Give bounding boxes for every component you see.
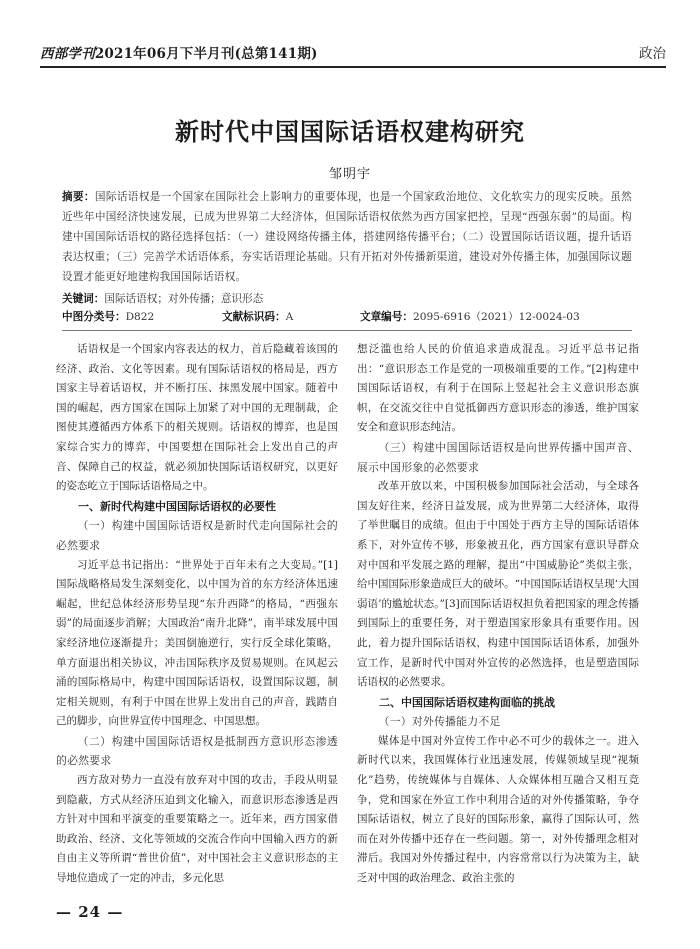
section-label: 政治 <box>639 46 666 62</box>
body-paragraph: 话语权是一个国家内容表达的权力，首后隐藏着该国的经济、政治、文化等因素。现有国际话语权的格局是，西方国家主导着话语权，并不断打压、抹黑发展中国家。随着中国的崛起，西方国家在国际上加紧了对中国的无理制裁，企图使其遵循西方体系下的相关规则。话语权的博弈，也是国家综合实力的博弈，中国要想在国际社会上发出自己的声音、保障自己的权益，就必须加快国际话语权研究，以更好的姿态屹立于国际话语格局之中。 <box>56 343 338 493</box>
page-number: — 24 — <box>56 903 124 921</box>
running-header <box>40 42 666 64</box>
section-heading: 二、中国国际话语权建构面临的挑战 <box>379 695 555 709</box>
keywords-label: 关键词： <box>62 293 105 305</box>
doc-code-value: A <box>285 311 294 323</box>
header-rule <box>40 66 666 68</box>
issue-info: 2021年06月下半月刊(总第141期) <box>94 46 318 62</box>
section-heading: 一、新时代构建中国国际话语权的必要性 <box>78 499 276 513</box>
journal-masthead: 西部学刊 <box>40 46 95 62</box>
clc-label: 中图分类号： <box>62 311 126 323</box>
abstract-text: 国际话语权是一个国家在国际社会上影响力的重要体现，也是一个国家政治地位、文化软实力的现实反映。虽然近些年中国经济快速发展，已成为世界第二大经济体，但国际话语权依然为西方国家把控，呈现“西强东弱”的局面。构建中国国际话语权的路径选择包括：（一）建设网络传播主体，搭建网络传播平台；（二）设置国际话语议题，提升话语表达权重；（三）完善学术话语体系，夯实话语理论基础。只有开拓对外传播新渠道，建设对外传播主体，加强国际议题设置才能更好地建构我国国际话语权。 <box>62 191 633 283</box>
subsection-heading: （一）构建中国国际话语权是新时代走向国际社会的必然要求 <box>56 519 338 552</box>
article-meta <box>62 309 632 327</box>
body-paragraph: 西方敌对势力一直没有放弃对中国的攻击，手段从明显到隐蔽，方式从经济压迫到文化输入，而意识形态渗透是西方针对中国和平演变的重要策略之一。近年来，西方国家借助政治、经济、文化等领域的交流合作向中国输入西方的新自由主义等所谓“普世价值”，对中国社会主义意识形态的主导地位造成了一定的冲击，多元化思 <box>56 774 338 885</box>
article-number-value: 2095-6916（2021）12-0024-03 <box>412 311 580 323</box>
body-paragraph: 习近平总书记指出：“世界处于百年未有之大变局。”[1]国际战略格局发生深刻变化，以中国为首的东方经济体迅速崛起，世纪总体经济形势呈现“东升西降”的格局，“西强东弱”的局面逐步消解；大国政治“南升北降”，南半球发展中国家经济地位逐渐提升；美国倒施逆行，实行反全球化策略，单方面退出相关协议，冲击国际秩序及贸易规则。在风起云涌的国际格局中，构建中国国际话语权，设置国际议题，制定相关规则，有利于中国在世界上发出自己的声音，践踏自己的脚步，向世界宣传中国理念、中国思想。 <box>56 558 338 728</box>
body-paragraph: 想泛滥也给人民的价值追求造成混乱。习近平总书记指出：“意识形态工作是党的一项极端重要的工作。”[2]构建中国国际话语权，有利于在国际上竖起社会主义意识形态旗帜，在交流交往中自觉抵御西方意识形态的渗透，维护国家安全和意识形态纯洁。 <box>357 343 639 434</box>
body-column-left <box>56 340 338 889</box>
body-column-right <box>357 340 639 889</box>
keywords-text: 国际话语权；对外传播；意识形态 <box>104 293 264 305</box>
article-title: 新时代中国国际话语权建构研究 <box>175 117 525 146</box>
subsection-heading: （三）构建中国国际话语权是向世界传播中国声音、展示中国形象的必然要求 <box>357 440 639 474</box>
subsection-heading: （二）构建中国国际话语权是抵制西方意识形态渗透的必然要求 <box>56 734 338 768</box>
body-paragraph: 改革开放以来，中国积极参加国际社会活动，与全球各国友好往来，经济日益发展，成为世界第二大经济体，取得了举世瞩目的成绩。但由于中国处于西方主导的国际话语体系下，对外宣传不够，形象被丑化，西方国家有意识导群众对中国和平发展之路的理解，提出“中国威胁论”类似主张，给中国国际形象造成巨大的破坏。“中国国际话语权呈现‘大国弱语’的尴尬状态。”[3]而国际话语权担负着把国家的理念传播到国际上的重要任务，对于塑造国家形象具有重要作用。因此，着力提升国际话语权，构建中国国际话语体系，加强外宣工作，是新时代中国对外宣传的必然选择，也是塑造国际话语权的必然要求。 <box>357 480 639 689</box>
keywords <box>62 290 632 308</box>
abstract <box>62 187 632 287</box>
subsection-heading: （一）对外传播能力不足 <box>378 715 501 729</box>
doc-code-label: 文献标识码： <box>222 311 286 323</box>
body-paragraph: 媒体是中国对外宣传工作中必不可少的载体之一。进入新时代以来，我国媒体行业迅速发展，传媒领域呈现“视频化”趋势，传统媒体与自媒体、人众媒体相互融合又相互竞争，党和国家在外宣工作中利用合适的对外传播策略，争夺国际话语权，树立了良好的国际形象，赢得了国际认可，然而在对外传播中还存在一些问题。第一，对外传播理念相对滞后。我国对外传播过程中，内容常常以行为决策为主，缺乏对中国的政治理念、政治主张的 <box>357 734 639 885</box>
article-number-label: 文章编号： <box>360 311 413 323</box>
clc-value: D822 <box>125 311 155 323</box>
abstract-label: 摘要： <box>62 191 95 203</box>
author-name: 邹明宇 <box>328 167 371 182</box>
meta-divider <box>62 330 632 331</box>
